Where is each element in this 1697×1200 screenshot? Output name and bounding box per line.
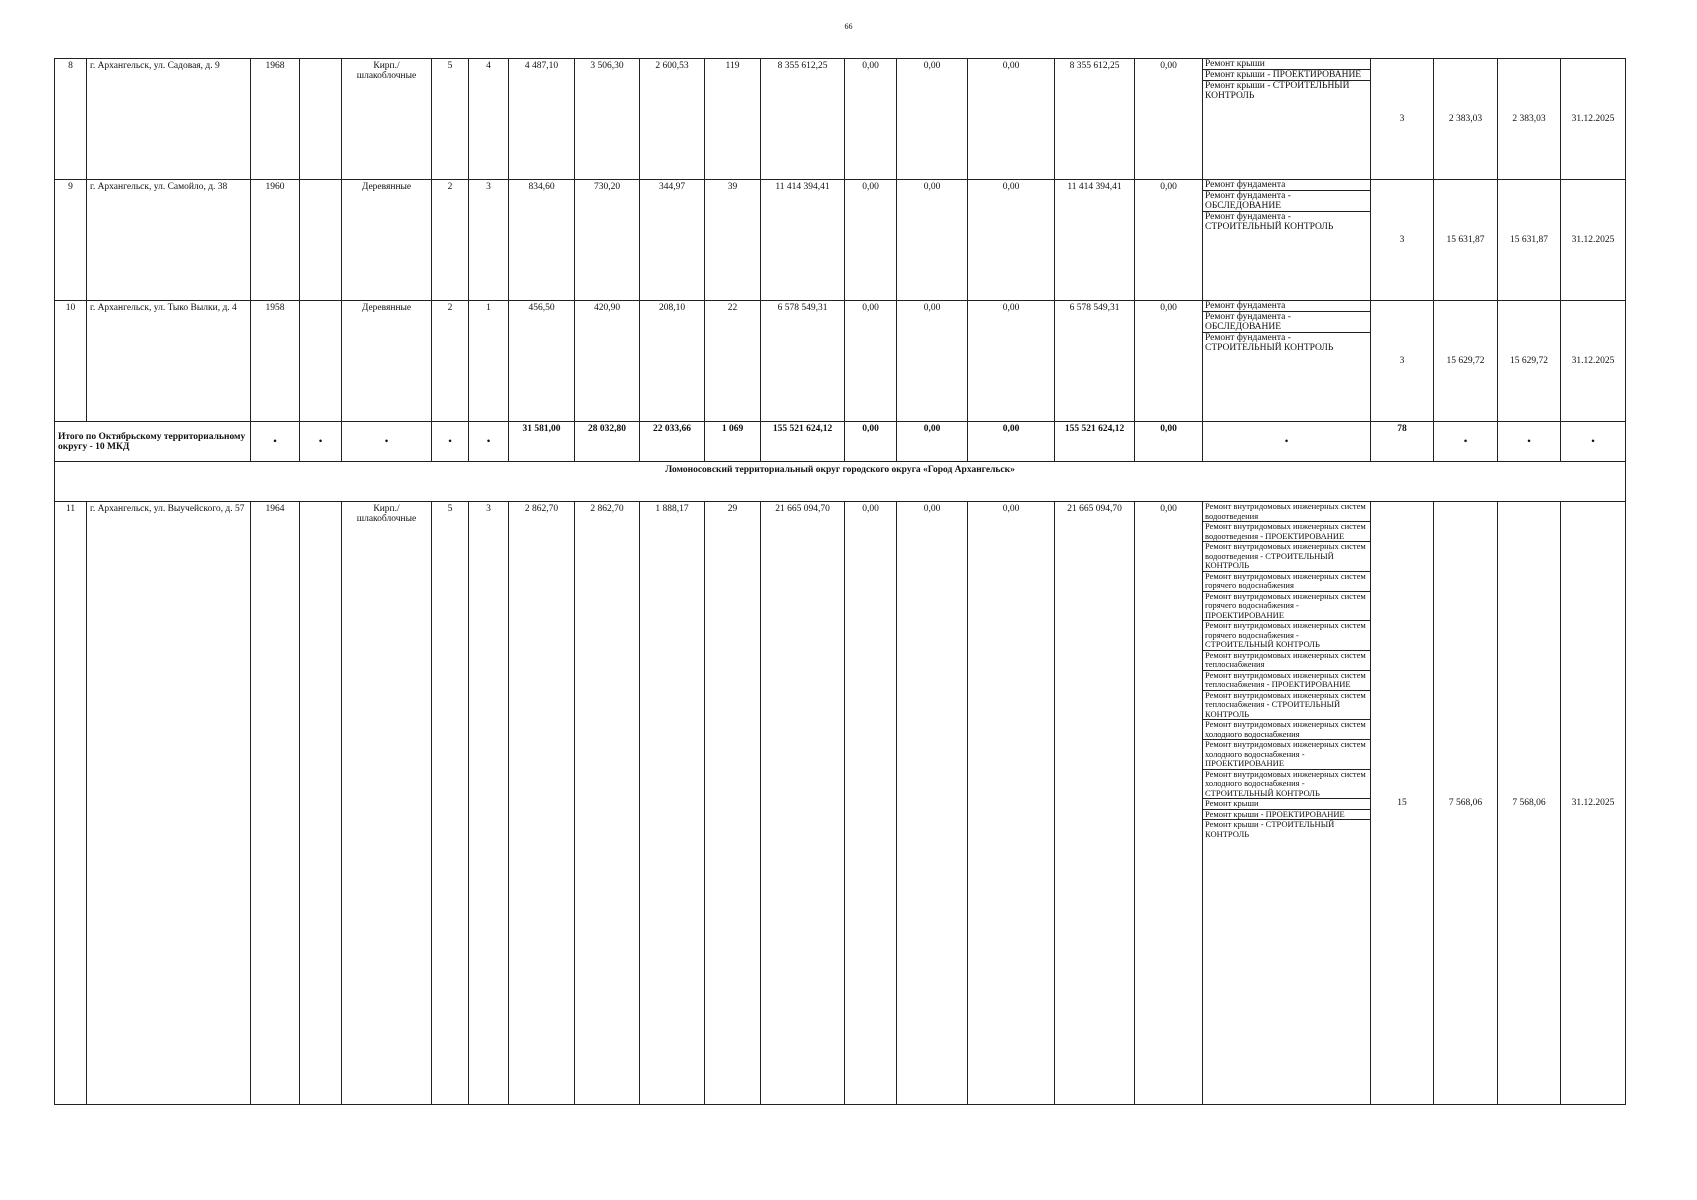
placeholder-dot: • [251,422,300,462]
fund-regional: 0,00 [897,502,968,1105]
total-fund-other: 0,00 [1135,422,1203,462]
cost-total: 8 355 612,25 [761,59,845,180]
work-item: Ремонт внутридомовых инженерных систем горячего водоснабжения - ПРОЕКТИРОВАНИЕ [1203,592,1370,622]
work-item: Ремонт внутридомовых инженерных систем водоотведения [1203,502,1370,522]
address: г. Архангельск, ул. Садовая, д. 9 [87,59,251,180]
total-area-total: 31 581,00 [509,422,575,462]
row-number: 11 [55,502,87,1105]
deadline: 31.12.2025 [1561,180,1626,301]
floors: 5 [432,502,469,1105]
fund-municipal: 0,00 [968,59,1055,180]
deadline: 31.12.2025 [1561,502,1626,1105]
year-renovated [300,180,342,301]
fund-owners: 8 355 612,25 [1055,59,1135,180]
floors: 5 [432,59,469,180]
page-number: 66 [844,22,853,31]
floors: 2 [432,180,469,301]
year-built: 1964 [251,502,300,1105]
work-item: Ремонт крыши - ПРОЕКТИРОВАНИЕ [1203,70,1370,81]
fund-federal: 0,00 [845,59,897,180]
work-item: Ремонт внутридомовых инженерных систем теплоснабжения [1203,651,1370,671]
work-item: Ремонт внутридомовых инженерных систем теплоснабжения - ПРОЕКТИРОВАНИЕ [1203,671,1370,691]
work-item: Ремонт фундамента [1203,301,1370,312]
fund-other: 0,00 [1135,180,1203,301]
residents: 29 [705,502,761,1105]
area-owned: 2 600,53 [640,59,705,180]
wall-material: Кирп./ шлакоблочные [342,59,432,180]
work-item: Ремонт крыши [1203,59,1370,70]
unit-cost: 15 629,72 [1434,301,1498,422]
fund-owners: 21 665 094,70 [1055,502,1135,1105]
row-number: 10 [55,301,87,422]
table-row [55,59,1626,180]
address: г. Архангельск, ул. Тыко Вылки, д. 4 [87,301,251,422]
fund-regional: 0,00 [897,180,968,301]
area-residential: 2 862,70 [575,502,640,1105]
entrances: 1 [469,301,509,422]
fund-federal: 0,00 [845,180,897,301]
works-cell [1203,502,1371,1105]
work-count: 3 [1371,180,1434,301]
residents: 39 [705,180,761,301]
fund-other: 0,00 [1135,301,1203,422]
fund-owners: 11 414 394,41 [1055,180,1135,301]
placeholder-dot: • [1498,422,1561,462]
placeholder-dot: • [1561,422,1626,462]
unit-cost: 2 383,03 [1434,59,1498,180]
year-renovated [300,301,342,422]
work-item: Ремонт фундамента - ОБСЛЕДОВАНИЕ [1203,191,1370,212]
area-residential: 730,20 [575,180,640,301]
work-item: Ремонт крыши - СТРОИТЕЛЬНЫЙ КОНТРОЛЬ [1205,819,1335,839]
total-label: Итого по Октябрьскому территориальному округу - 10 МКД [55,422,251,462]
address: г. Архангельск, ул. Выучейского, д. 57 [87,502,251,1105]
area-residential: 3 506,30 [575,59,640,180]
section-title: Ломоносовский территориальный округ городского округа «Город Архангельск» [55,462,1626,502]
area-total: 456,50 [509,301,575,422]
cost-total: 6 578 549,31 [761,301,845,422]
total-fund-municipal: 0,00 [968,422,1055,462]
max-cost: 15 631,87 [1498,180,1561,301]
total-fund-regional: 0,00 [897,422,968,462]
entrances: 3 [469,502,509,1105]
area-owned: 208,10 [640,301,705,422]
year-renovated [300,59,342,180]
table-row [55,502,1626,1105]
fund-municipal: 0,00 [968,502,1055,1105]
wall-material: Деревянные [342,180,432,301]
work-item: Ремонт фундамента - ОБСЛЕДОВАНИЕ [1203,312,1370,333]
area-total: 834,60 [509,180,575,301]
cost-total: 21 665 094,70 [761,502,845,1105]
total-cost: 155 521 624,12 [761,422,845,462]
total-area-residential: 28 032,80 [575,422,640,462]
wall-material: Деревянные [342,301,432,422]
max-cost: 7 568,06 [1498,502,1561,1105]
area-owned: 1 888,17 [640,502,705,1105]
placeholder-dot: • [432,422,469,462]
work-item: Ремонт внутридомовых инженерных систем холодного водоснабжения - ПРОЕКТИРОВАНИЕ [1203,740,1370,770]
works-cell [1203,59,1371,180]
works-cell [1203,301,1371,422]
fund-municipal: 0,00 [968,301,1055,422]
work-item: Ремонт внутридомовых инженерных систем водоотведения - СТРОИТЕЛЬНЫЙ КОНТРОЛЬ [1203,542,1370,572]
work-item: Ремонт внутридомовых инженерных систем теплоснабжения - СТРОИТЕЛЬНЫЙ КОНТРОЛЬ [1203,691,1370,721]
total-fund-owners: 155 521 624,12 [1055,422,1135,462]
placeholder-dot: • [1203,422,1371,462]
fund-municipal: 0,00 [968,180,1055,301]
deadline: 31.12.2025 [1561,301,1626,422]
work-item: Ремонт фундамента [1203,180,1370,191]
total-residents: 1 069 [705,422,761,462]
table-row [55,180,1626,301]
table-row [55,301,1626,422]
placeholder-dot: • [342,422,432,462]
unit-cost: 7 568,06 [1434,502,1498,1105]
area-total: 2 862,70 [509,502,575,1105]
work-item: Ремонт крыши [1203,799,1370,810]
area-owned: 344,97 [640,180,705,301]
row-number: 9 [55,180,87,301]
work-count: 15 [1371,502,1434,1105]
work-item: Ремонт фундамента - СТРОИТЕЛЬНЫЙ КОНТРОЛЬ [1205,333,1334,353]
residents: 119 [705,59,761,180]
fund-regional: 0,00 [897,59,968,180]
cost-total: 11 414 394,41 [761,180,845,301]
work-count: 3 [1371,59,1434,180]
unit-cost: 15 631,87 [1434,180,1498,301]
work-count: 3 [1371,301,1434,422]
fund-federal: 0,00 [845,301,897,422]
work-item: Ремонт внутридомовых инженерных систем водоотведения - ПРОЕКТИРОВАНИЕ [1203,522,1370,542]
work-item: Ремонт внутридомовых инженерных систем холодного водоснабжения [1203,720,1370,740]
year-built: 1960 [251,180,300,301]
work-item: Ремонт крыши - СТРОИТЕЛЬНЫЙ КОНТРОЛЬ [1205,81,1350,101]
year-renovated [300,502,342,1105]
row-number: 8 [55,59,87,180]
fund-other: 0,00 [1135,502,1203,1105]
work-item: Ремонт внутридомовых инженерных систем горячего водоснабжения - СТРОИТЕЛЬНЫЙ КОНТРОЛЬ [1203,621,1370,651]
entrances: 3 [469,180,509,301]
floors: 2 [432,301,469,422]
total-area-owned: 22 033,66 [640,422,705,462]
area-total: 4 487,10 [509,59,575,180]
entrances: 4 [469,59,509,180]
placeholder-dot: • [1434,422,1498,462]
deadline: 31.12.2025 [1561,59,1626,180]
residents: 22 [705,301,761,422]
fund-other: 0,00 [1135,59,1203,180]
work-item: Ремонт фундамента - СТРОИТЕЛЬНЫЙ КОНТРОЛЬ [1205,212,1334,232]
total-work-count: 78 [1371,422,1434,462]
total-row [55,422,1626,462]
section-header-row [55,462,1626,502]
placeholder-dot: • [300,422,342,462]
year-built: 1968 [251,59,300,180]
placeholder-dot: • [469,422,509,462]
capital-repair-register-table [54,58,1626,1105]
fund-regional: 0,00 [897,301,968,422]
address: г. Архангельск, ул. Самойло, д. 38 [87,180,251,301]
fund-federal: 0,00 [845,502,897,1105]
total-fund-federal: 0,00 [845,422,897,462]
max-cost: 15 629,72 [1498,301,1561,422]
area-residential: 420,90 [575,301,640,422]
work-item: Ремонт крыши - ПРОЕКТИРОВАНИЕ [1203,810,1370,821]
work-item: Ремонт внутридомовых инженерных систем горячего водоснабжения [1203,572,1370,592]
wall-material: Кирп./ шлакоблочные [342,502,432,1105]
works-cell [1203,180,1371,301]
work-item: Ремонт внутридомовых инженерных систем холодного водоснабжения - СТРОИТЕЛЬНЫЙ КОНТРОЛЬ [1203,770,1370,800]
fund-owners: 6 578 549,31 [1055,301,1135,422]
max-cost: 2 383,03 [1498,59,1561,180]
year-built: 1958 [251,301,300,422]
